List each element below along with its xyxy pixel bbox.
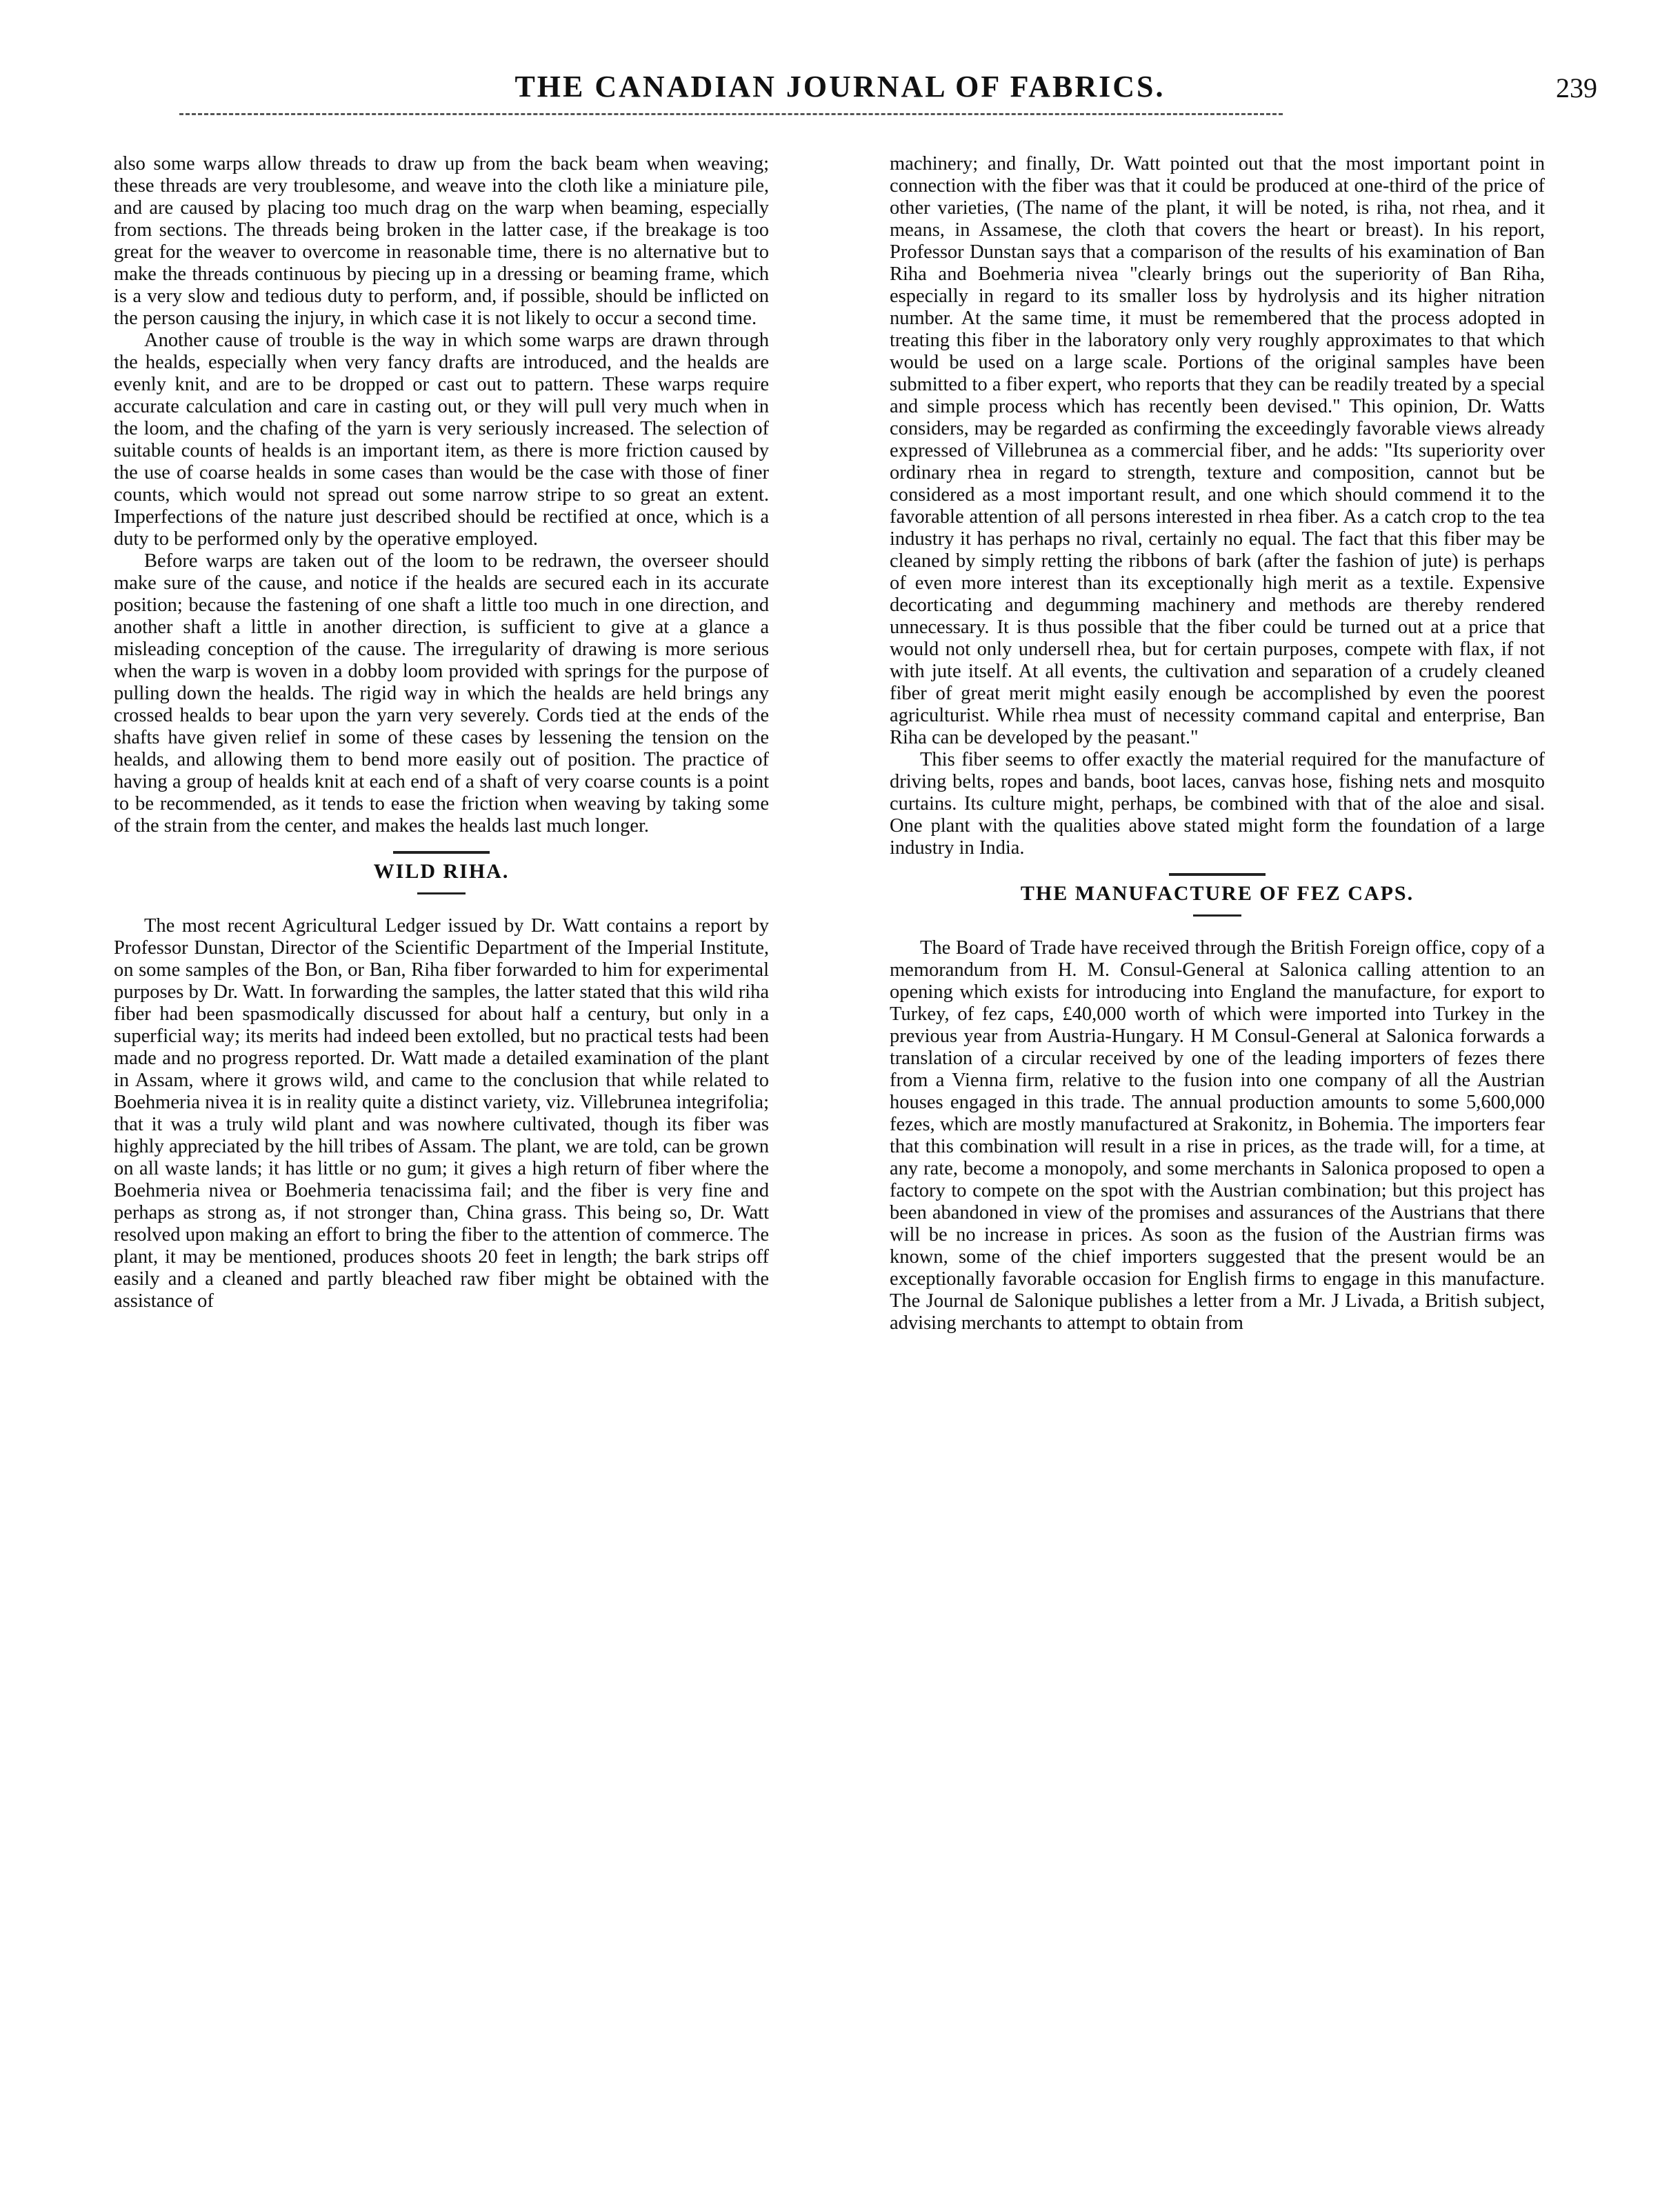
header-rule bbox=[179, 113, 1283, 115]
paragraph: The most recent Agricultural Ledger issued by Dr. Watt contains a report by Professor Dunstan, Director of the Scientific Department of the Imperial Institute, on some samples of the Bon, or Ban, Riha fiber forwarded to him for experimental purposes by Dr. Watt. In forwarding the samples, the latter stated that this wild riha fiber had been spasmodically discussed for about half a century, but only in a superficial way; its merits had indeed been extolled, but no practical tests had been made and no progress reported. Dr. Watt made a detailed examination of the plant in Assam, where it grows wild, and came to the conclusion that while related to Boehmeria nivea it is in reality quite a distinct variety, viz. Villebrunea integrifolia; that it was a truly wild plant and was nowhere cultivated, though its fiber was highly appreciated by the hill tribes of Assam. The plant, we are told, can be grown on all waste lands; it has little or no gum; it gives a high return of fiber where the Boehmeria nivea or Boehmeria tenacissima fail; and the fiber is very fine and perhaps as strong as, if not stronger than, China grass. This being so, Dr. Watt resolved upon making an effort to bring the fiber to the attention of commerce. The plant, it may be mentioned, produces shoots 20 feet in length; the bark strips off easily and a cleaned and partly bleached raw fiber might be obtained with the assistance of bbox=[114, 915, 769, 1312]
left-column bbox=[114, 153, 769, 1312]
section-rule bbox=[393, 851, 490, 854]
section-rule bbox=[1169, 873, 1266, 876]
paragraph: Another cause of trouble is the way in which some warps are drawn through the healds, especially when very fancy drafts are introduced, and the healds are evenly knit, and are to be dropped or cast out to pattern. These warps require accurate calculation and care in casting out, or they will pull very much when in the loom, and the chafing of the yarn is very seriously increased. The selection of suitable counts of healds is an important item, as there is more friction caused by the use of coarse healds in some cases than would be the case with those of finer counts, which would not spread out some narrow stripe to so great an extent. Imperfections of the nature just described should be rectified at once, which is a duty to be performed only by the operative employed. bbox=[114, 330, 769, 550]
paragraph: Before warps are taken out of the loom to be redrawn, the overseer should make sure of the cause, and notice if the healds are secured each in its accurate position; because the fastening of one shaft a little too much in one direction, and another shaft a little in another direction, is sufficient to give at a glance a misleading conception of the cause. The irregularity of drawing is more serious when the warp is woven in a dobby loom provided with springs for the purpose of pulling down the healds. The rigid way in which the healds are held brings any crossed healds to bear upon the yarn very severely. Cords tied at the ends of the shafts have given relief in some of these cases by lessening the tension on the healds, and allowing them to bend more easily out of position. The practice of having a group of healds knit at each end of a shaft of very coarse counts is a point to be recommended, as it tends to ease the friction when weaving by taking some of the strain from the center, and makes the healds last much longer. bbox=[114, 550, 769, 837]
journal-title: THE CANADIAN JOURNAL OF FABRICS. bbox=[514, 70, 1166, 103]
paragraph: also some warps allow threads to draw up from the back beam when weaving; these threads are very troublesome, and weave into the cloth like a miniature pile, and are caused by placing too much drag on the warp when beaming, especially from sections. The threads being broken in the latter case, if the breakage is too great for the weaver to overcome in reasonable time, there is no alternative but to make the threads continuous by piecing up in a dressing or beaming frame, which is a very slow and tedious duty to perform, and, if possible, should be inflicted on the person causing the injury, in which case it is not likely to occur a second time. bbox=[114, 153, 769, 329]
heading-underline bbox=[417, 892, 466, 894]
heading-underline bbox=[1193, 914, 1241, 917]
section-heading-fez-caps: THE MANUFACTURE OF FEZ CAPS. bbox=[1020, 882, 1414, 905]
page-header bbox=[0, 69, 1680, 117]
section-heading-wild-riha: WILD RIHA. bbox=[373, 860, 510, 883]
right-column bbox=[890, 153, 1545, 1334]
paragraph: This fiber seems to offer exactly the material required for the manufacture of driving belts, ropes and bands, boot laces, canvas hose, fishing nets and mosquito curtains. Its culture might, perhaps, be combined with that of the aloe and sisal. One plant with the qualities above stated might form the foundation of a large industry in India. bbox=[890, 749, 1545, 859]
page-number: 239 bbox=[1556, 72, 1597, 103]
paragraph: machinery; and finally, Dr. Watt pointed out that the most important point in connection with the fiber was that it could be produced at one-third of the price of other varieties, (The name of the plant, it will be noted, is riha, not rhea, and it means, in Assamese, the cloth that covers the heart or breast). In his report, Professor Dunstan says that a comparison of the results of his examination of Ban Riha and Boehmeria nivea "clearly brings out the superiority of Ban Riha, especially in regard to its smaller loss by hydrolysis and its higher nitration number. At the same time, it must be remembered that the process adopted in treating this fiber in the laboratory only very roughly approximates to that which would be used on a large scale. Portions of the original samples have been submitted to a fiber expert, who reports that they can be readily treated by a special and simple process which has recently been devised." This opinion, Dr. Watts considers, may be regarded as confirming the exceedingly favorable views already expressed of Villebrunea as a commercial fiber, and he adds: "Its superiority over ordinary rhea in regard to strength, texture and composition, cannot but be considered as a most important result, and one which should commend it to the favorable attention of all persons interested in rhea fiber. As a catch crop to the tea industry it has perhaps no rival, certainly no equal. The fact that this fiber may be cleaned by simply retting the ribbons of bark (after the fashion of jute) is perhaps of even more interest than its exceptionally high merit as a textile. Expensive decorticating and degumming machinery and methods are thereby rendered unnecessary. It is thus possible that the fiber could be turned out at a price that would not only undersell rhea, but for certain purposes, compete with flax, if not with jute itself. At all events, the cultivation and separation of a crudely cleaned fiber of great merit might easily enough be accomplished by even the poorest agriculturist. While rhea must of necessity command capital and enterprise, Ban Riha can be developed by the peasant." bbox=[890, 153, 1545, 748]
paragraph: The Board of Trade have received through the British Foreign office, copy of a memorandum from H. M. Consul-General at Salonica calling attention to an opening which exists for introducing into England the manufacture, for export to Turkey, of fez caps, £40,000 worth of which were imported into Turkey in the previous year from Austria-Hungary. H M Consul-General at Salonica forwards a translation of a circular received by one of the leading importers of fezes there from a Vienna firm, relative to the fusion into one company of all the Austrian houses engaged in this trade. The annual production amounts to some 5,600,000 fezes, which are mostly manufactured at Srakonitz, in Bohemia. The importers fear that this combination will result in a rise in prices, as the trade will, for a time, at any rate, become a monopoly, and some merchants in Salonica proposed to open a factory to compete on the spot with the Austrian combination; but this project has been abandoned in view of the promises and assurances of the Austrians that there will be no increase in prices. As soon as the fusion of the Austrian firms was known, some of the chief importers suggested that the present would be an exceptionally favorable occasion for English firms to engage in this manufacture. The Journal de Salonique publishes a letter from a Mr. J Livada, a British subject, advising merchants to attempt to obtain from bbox=[890, 937, 1545, 1334]
